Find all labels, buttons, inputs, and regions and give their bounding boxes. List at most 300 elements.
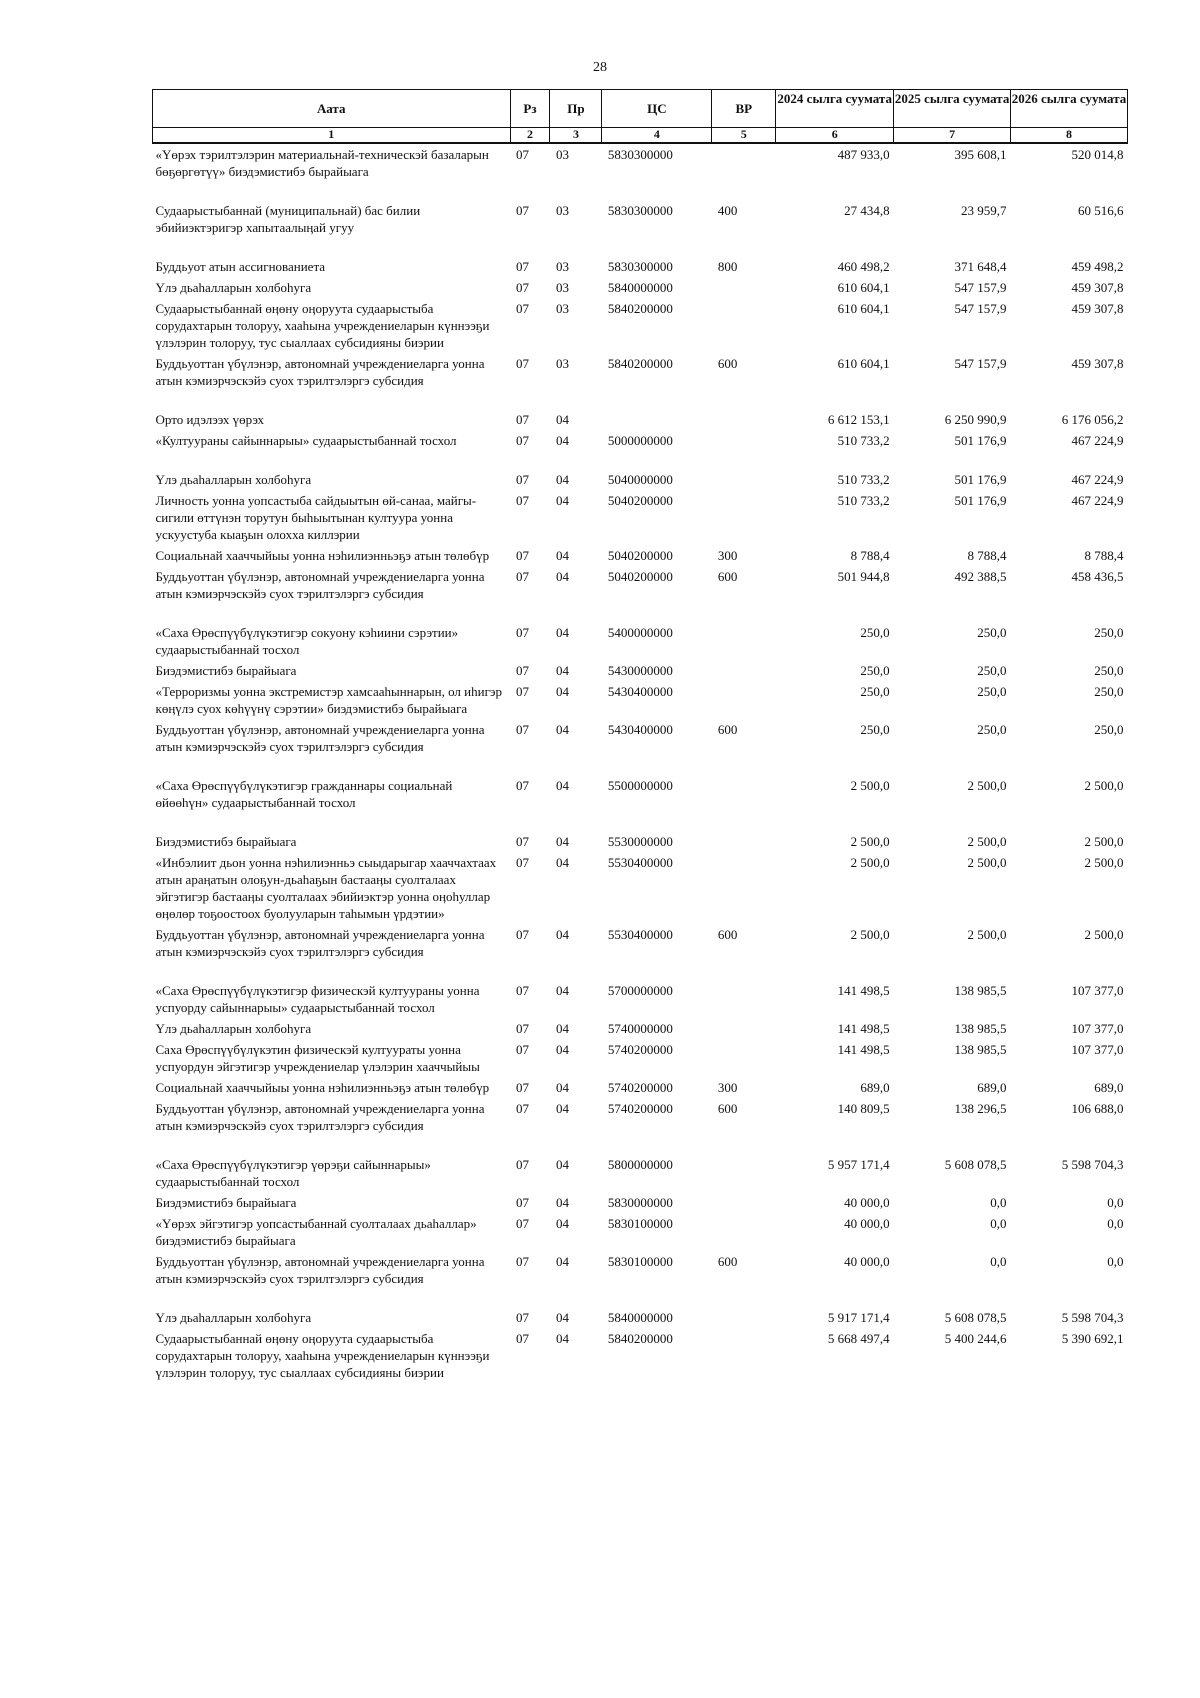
row-cs: 5740200000 [607, 1101, 673, 1116]
row-amount-2025: 138 985,5 [954, 1042, 1007, 1057]
row-amount-2026: 5 598 704,3 [1061, 1310, 1124, 1325]
table-row [153, 1328, 1128, 1383]
row-cs: 5040000000 [607, 472, 673, 487]
row-amount-2026: 2 500,0 [1084, 778, 1124, 793]
table-row [153, 1251, 1128, 1307]
row-name: Биэдэмистибэ бырайыага [155, 834, 297, 849]
row-amount-2025: 250,0 [977, 625, 1007, 640]
table-row [153, 200, 1128, 256]
row-vr [712, 980, 776, 1018]
row-name: «Үөрэх тэрилтэлэрин материальнай-техническэй базаларын бөҕөргөтүү» биэдэмистибэ бырайыага [155, 147, 489, 179]
row-rz: 07 [516, 684, 530, 699]
row-amount-2025: 0,0 [990, 1216, 1007, 1231]
row-name: Буддьуоттан үбүлэнэр, автономнай учреждениеларга уонна атын кэмиэрчэскэйэ суох тэрилтэлэргэ субсидия [155, 356, 485, 388]
row-amount-2025: 547 157,9 [954, 280, 1007, 295]
row-pr: 04 [555, 412, 569, 427]
row-vr [712, 409, 776, 430]
row-amount-2025: 138 296,5 [954, 1101, 1007, 1116]
row-amount-2025: 547 157,9 [954, 356, 1007, 371]
row-amount-2025: 8 788,4 [967, 548, 1007, 563]
column-number-row [153, 128, 1128, 144]
table-row [153, 143, 1128, 200]
row-cs: 5830300000 [607, 147, 673, 162]
row-vr: 600 [717, 927, 738, 942]
row-rz: 07 [516, 203, 530, 218]
row-amount-2026: 467 224,9 [1071, 493, 1124, 508]
row-rz: 07 [516, 1021, 530, 1036]
row-rz: 07 [516, 259, 530, 274]
row-cs: 5830300000 [607, 203, 673, 218]
row-cs: 5040200000 [607, 569, 673, 584]
row-amount-2026: 2 500,0 [1084, 855, 1124, 870]
table-row [153, 256, 1128, 277]
table-row [153, 298, 1128, 353]
row-name: «Саха Өрөспүүбүлүкэтигэр үөрэҕи сайыннарыы» судаарыстыбаннай тосхол [155, 1157, 431, 1189]
row-vr [712, 430, 776, 469]
row-pr: 04 [555, 569, 569, 584]
header-2026: 2026 сылга суумата [1011, 90, 1128, 128]
row-pr: 04 [555, 1042, 569, 1057]
row-rz: 07 [516, 1310, 530, 1325]
row-amount-2024: 2 500,0 [850, 834, 890, 849]
row-amount-2024: 510 733,2 [837, 433, 890, 448]
row-rz: 07 [516, 472, 530, 487]
row-amount-2026: 107 377,0 [1071, 1042, 1124, 1057]
row-pr: 04 [555, 1157, 569, 1172]
table-row [153, 566, 1128, 622]
row-name: Буддьуоттан үбүлэнэр, автономнай учреждениеларга уонна атын кэмиэрчэскэйэ суох тэрилтэлэргэ субсидия [155, 722, 485, 754]
row-amount-2024: 141 498,5 [837, 983, 890, 998]
row-pr: 04 [555, 834, 569, 849]
row-vr [712, 831, 776, 852]
row-amount-2026: 60 516,6 [1078, 203, 1124, 218]
row-vr: 300 [717, 1080, 738, 1095]
row-vr [712, 143, 776, 200]
row-amount-2024: 250,0 [860, 625, 890, 640]
header-rz: Рз [510, 90, 550, 128]
row-amount-2024: 141 498,5 [837, 1042, 890, 1057]
row-amount-2026: 6 176 056,2 [1061, 412, 1124, 427]
row-vr [712, 1154, 776, 1192]
row-rz: 07 [516, 663, 530, 678]
row-pr: 03 [555, 280, 569, 295]
row-cs: 5840200000 [607, 1331, 673, 1346]
row-amount-2024: 40 000,0 [844, 1216, 890, 1231]
row-pr: 04 [555, 1254, 569, 1269]
table-header-row [153, 90, 1128, 128]
table-row [153, 924, 1128, 980]
row-rz: 07 [516, 1080, 530, 1095]
row-amount-2024: 5 957 171,4 [827, 1157, 890, 1172]
row-amount-2025: 5 608 078,5 [944, 1310, 1007, 1325]
row-amount-2025: 371 648,4 [954, 259, 1007, 274]
row-pr: 04 [555, 684, 569, 699]
column-number: 2 [510, 128, 550, 144]
row-vr [712, 1213, 776, 1251]
row-name: Саха Өрөспүүбүлүкэтин физическэй култуураты уонна успуордун эйгэтигэр учреждениелар үлэлэрин хааччыйыы [155, 1042, 480, 1074]
row-vr [712, 622, 776, 660]
row-name: Судаарыстыбаннай (муниципальнай) бас билии эбийиэктэригэр хапытаалыӊай угуу [155, 203, 421, 235]
header-cs: ЦС [602, 90, 712, 128]
row-amount-2025: 395 608,1 [954, 147, 1007, 162]
row-rz: 07 [516, 625, 530, 640]
row-vr: 600 [717, 1101, 738, 1116]
row-amount-2025: 0,0 [990, 1254, 1007, 1269]
row-rz: 07 [516, 493, 530, 508]
table-row [153, 831, 1128, 852]
row-name: «Инбэлиит дьон уонна нэһилиэнньэ сыыдарыгар хааччахтаах атын араӊатын олоҕун-дьаһаҕын бастааӊы суолталаах эйгэтигэр бастааӊы суолталаах эбийиэктэр уонна оӊоһуллар өӊөлөр тоҕоостоох буолууларын таһымын үрдэтии» [155, 855, 497, 921]
row-pr: 04 [555, 722, 569, 737]
row-vr: 300 [717, 548, 738, 563]
row-name: Үлэ дьаһалларын холбоһуга [155, 280, 312, 295]
row-amount-2024: 27 434,8 [844, 203, 890, 218]
row-pr: 04 [555, 548, 569, 563]
row-rz: 07 [516, 280, 530, 295]
row-amount-2026: 458 436,5 [1071, 569, 1124, 584]
row-cs: 5830000000 [607, 1195, 673, 1210]
table-row [153, 681, 1128, 719]
row-vr: 600 [717, 722, 738, 737]
column-number: 5 [712, 128, 776, 144]
row-cs: 5740000000 [607, 1021, 673, 1036]
row-name: Судаарыстыбаннай өӊөну оӊоруута судаарыстыба сорудахтарын толоруу, хааһына учреждениеларын күннээҕи үлэлэрин толоруу, тус сыаллаах субсидияны биэрии [155, 301, 490, 350]
row-pr: 04 [555, 855, 569, 870]
row-pr: 04 [555, 625, 569, 640]
row-amount-2025: 501 176,9 [954, 472, 1007, 487]
table-row [153, 1213, 1128, 1251]
row-amount-2026: 459 307,8 [1071, 280, 1124, 295]
row-amount-2025: 138 985,5 [954, 1021, 1007, 1036]
row-amount-2026: 5 390 692,1 [1061, 1331, 1124, 1346]
row-amount-2026: 0,0 [1107, 1254, 1124, 1269]
row-vr [712, 660, 776, 681]
column-number: 4 [602, 128, 712, 144]
table-body [153, 143, 1128, 1383]
table-row [153, 430, 1128, 469]
row-cs: 5840200000 [607, 356, 673, 371]
row-cs: 5500000000 [607, 778, 673, 793]
row-vr: 600 [717, 356, 738, 371]
row-amount-2024: 6 612 153,1 [827, 412, 890, 427]
row-pr: 04 [555, 1195, 569, 1210]
table-row [153, 409, 1128, 430]
row-amount-2024: 487 933,0 [837, 147, 890, 162]
row-cs: 5530400000 [607, 855, 673, 870]
row-amount-2025: 0,0 [990, 1195, 1007, 1210]
row-amount-2026: 520 014,8 [1071, 147, 1124, 162]
row-name: «Үөрэх эйгэтигэр уопсастыбаннай суолталаах дьаһаллар» биэдэмистибэ бырайыага [155, 1216, 477, 1248]
row-rz: 07 [516, 722, 530, 737]
header-2024: 2024 сылга суумата [776, 90, 894, 128]
row-cs: 5800000000 [607, 1157, 673, 1172]
row-amount-2024: 5 668 497,4 [827, 1331, 890, 1346]
row-vr [712, 1192, 776, 1213]
row-name: Буддьуоттан үбүлэнэр, автономнай учреждениеларга уонна атын кэмиэрчэскэйэ суох тэрилтэлэргэ субсидия [155, 569, 485, 601]
header-pr: Пр [550, 90, 602, 128]
row-amount-2026: 250,0 [1094, 684, 1124, 699]
row-rz: 07 [516, 548, 530, 563]
table-row [153, 1039, 1128, 1077]
row-rz: 07 [516, 412, 530, 427]
row-amount-2024: 250,0 [860, 663, 890, 678]
column-number: 6 [776, 128, 894, 144]
row-pr: 04 [555, 1080, 569, 1095]
row-cs: 5740200000 [607, 1080, 673, 1095]
table-row [153, 353, 1128, 409]
row-pr: 04 [555, 1310, 569, 1325]
row-pr: 03 [555, 356, 569, 371]
row-cs: 5430400000 [607, 684, 673, 699]
row-pr: 04 [555, 433, 569, 448]
row-name: Биэдэмистибэ бырайыага [155, 1195, 297, 1210]
table-row [153, 1307, 1128, 1328]
row-amount-2025: 5 608 078,5 [944, 1157, 1007, 1172]
table-row [153, 277, 1128, 298]
row-vr: 600 [717, 569, 738, 584]
row-amount-2024: 501 944,8 [837, 569, 890, 584]
row-rz: 07 [516, 1331, 530, 1346]
row-amount-2025: 23 959,7 [961, 203, 1007, 218]
row-amount-2024: 2 500,0 [850, 927, 890, 942]
table-row [153, 1077, 1128, 1098]
row-amount-2025: 501 176,9 [954, 493, 1007, 508]
row-pr: 03 [555, 259, 569, 274]
row-amount-2025: 2 500,0 [967, 927, 1007, 942]
row-amount-2026: 5 598 704,3 [1061, 1157, 1124, 1172]
row-amount-2024: 250,0 [860, 684, 890, 699]
row-amount-2024: 689,0 [860, 1080, 890, 1095]
row-name: Личность уонна уопсастыба сайдыытын өй-санаа, майгы-сигили өттүнэн торутун быһыытынан култуура уонна ускуустуба кыаҕын олохха киллэрии [155, 493, 477, 542]
row-cs: 5830100000 [607, 1254, 673, 1269]
row-pr: 04 [555, 1331, 569, 1346]
table-row [153, 622, 1128, 660]
row-amount-2024: 8 788,4 [850, 548, 890, 563]
row-cs: 5040200000 [607, 548, 673, 563]
row-amount-2025: 2 500,0 [967, 834, 1007, 849]
row-amount-2025: 250,0 [977, 684, 1007, 699]
budget-table [152, 89, 1128, 1383]
row-pr: 04 [555, 663, 569, 678]
row-amount-2026: 0,0 [1107, 1216, 1124, 1231]
row-rz: 07 [516, 301, 530, 316]
row-amount-2024: 5 917 171,4 [827, 1310, 890, 1325]
row-vr [712, 298, 776, 353]
row-cs: 5830300000 [607, 259, 673, 274]
row-vr: 600 [717, 1254, 738, 1269]
row-amount-2024: 2 500,0 [850, 855, 890, 870]
row-name: Орто идэлээх үөрэх [155, 412, 265, 427]
row-amount-2024: 510 733,2 [837, 472, 890, 487]
row-vr: 400 [717, 203, 738, 218]
row-rz: 07 [516, 1157, 530, 1172]
row-pr: 04 [555, 1216, 569, 1231]
row-vr [712, 490, 776, 545]
row-name: Социальнай хааччыйыы уонна нэһилиэнньэҕэ атын төлөбүр [155, 548, 490, 563]
table-row [153, 1018, 1128, 1039]
row-rz: 07 [516, 1216, 530, 1231]
row-pr: 04 [555, 493, 569, 508]
row-amount-2025: 547 157,9 [954, 301, 1007, 316]
table-row [153, 852, 1128, 924]
row-cs: 5400000000 [607, 625, 673, 640]
row-name: «Култуураны сайыннарыы» судаарыстыбаннай тосхол [155, 433, 457, 448]
row-amount-2024: 141 498,5 [837, 1021, 890, 1036]
row-cs: 5000000000 [607, 433, 673, 448]
row-pr: 04 [555, 1021, 569, 1036]
row-pr: 04 [555, 778, 569, 793]
row-name: Буддьуоттан үбүлэнэр, автономнай учреждениеларга уонна атын кэмиэрчэскэйэ суох тэрилтэлэргэ субсидия [155, 1101, 485, 1133]
table-row [153, 719, 1128, 775]
row-vr [712, 469, 776, 490]
row-amount-2025: 6 250 990,9 [944, 412, 1007, 427]
row-amount-2024: 40 000,0 [844, 1254, 890, 1269]
row-amount-2025: 501 176,9 [954, 433, 1007, 448]
table-row [153, 545, 1128, 566]
row-name: Судаарыстыбаннай өӊөну оӊоруута судаарыстыба сорудахтарын толоруу, хааһына учреждениеларын күннээҕи үлэлэрин толоруу, тус сыаллаах субсидияны биэрии [155, 1331, 490, 1380]
row-cs: 5430000000 [607, 663, 673, 678]
row-cs: 5040200000 [607, 493, 673, 508]
row-vr [712, 277, 776, 298]
row-amount-2026: 250,0 [1094, 722, 1124, 737]
row-rz: 07 [516, 927, 530, 942]
header-vr: ВР [712, 90, 776, 128]
table-row [153, 1154, 1128, 1192]
row-amount-2026: 8 788,4 [1084, 548, 1124, 563]
row-rz: 07 [516, 1042, 530, 1057]
table-row [153, 775, 1128, 831]
row-rz: 07 [516, 433, 530, 448]
row-vr [712, 681, 776, 719]
row-amount-2026: 459 307,8 [1071, 301, 1124, 316]
row-cs: 5840000000 [607, 1310, 673, 1325]
row-vr [712, 1039, 776, 1077]
row-amount-2025: 250,0 [977, 722, 1007, 737]
row-rz: 07 [516, 147, 530, 162]
row-name: «Саха Өрөспүүбүлүкэтигэр гражданнары социальнай өйөөһүн» судаарыстыбаннай тосхол [155, 778, 453, 810]
row-amount-2026: 0,0 [1107, 1195, 1124, 1210]
row-vr [712, 852, 776, 924]
row-amount-2025: 2 500,0 [967, 778, 1007, 793]
row-amount-2026: 459 498,2 [1071, 259, 1124, 274]
row-amount-2026: 459 307,8 [1071, 356, 1124, 371]
row-pr: 03 [555, 301, 569, 316]
row-amount-2026: 106 688,0 [1071, 1101, 1124, 1116]
row-name: Буддьуот атын ассигнованиета [155, 259, 326, 274]
row-rz: 07 [516, 569, 530, 584]
row-rz: 07 [516, 1254, 530, 1269]
row-pr: 04 [555, 983, 569, 998]
row-cs [602, 409, 712, 430]
row-cs: 5530000000 [607, 834, 673, 849]
row-amount-2024: 610 604,1 [837, 301, 890, 316]
row-name: Үлэ дьаһалларын холбоһуга [155, 1021, 312, 1036]
row-amount-2024: 460 498,2 [837, 259, 890, 274]
row-cs: 5840000000 [607, 280, 673, 295]
row-name: Социальнай хааччыйыы уонна нэһилиэнньэҕэ атын төлөбүр [155, 1080, 490, 1095]
row-amount-2024: 510 733,2 [837, 493, 890, 508]
row-cs: 5530400000 [607, 927, 673, 942]
row-name: «Терроризмы уонна экстремистэр хамсааһыннарын, ол иһигэр көӊүлэ суох көһүүнү сэрэтии» биэдэмистибэ бырайыага [155, 684, 502, 716]
row-amount-2026: 250,0 [1094, 625, 1124, 640]
row-amount-2025: 250,0 [977, 663, 1007, 678]
row-name: Үлэ дьаһалларын холбоһуга [155, 1310, 312, 1325]
row-vr [712, 1018, 776, 1039]
row-pr: 04 [555, 927, 569, 942]
row-amount-2026: 467 224,9 [1071, 472, 1124, 487]
row-rz: 07 [516, 1195, 530, 1210]
row-rz: 07 [516, 778, 530, 793]
row-amount-2024: 40 000,0 [844, 1195, 890, 1210]
row-cs: 5430400000 [607, 722, 673, 737]
table-row [153, 980, 1128, 1018]
header-name: Аата [153, 90, 511, 128]
row-amount-2026: 689,0 [1094, 1080, 1124, 1095]
row-pr: 03 [555, 203, 569, 218]
row-amount-2025: 689,0 [977, 1080, 1007, 1095]
row-name: «Саха Өрөспүүбүлүкэтигэр физическэй култуураны уонна успуорду сайыннарыы» судаарыстыбаннай тосхол [155, 983, 480, 1015]
row-amount-2025: 2 500,0 [967, 855, 1007, 870]
row-cs: 5700000000 [607, 983, 673, 998]
row-pr: 04 [555, 1101, 569, 1116]
row-amount-2026: 250,0 [1094, 663, 1124, 678]
column-number: 8 [1011, 128, 1128, 144]
row-name: Буддьуоттан үбүлэнэр, автономнай учреждениеларга уонна атын кэмиэрчэскэйэ суох тэрилтэлэргэ субсидия [155, 927, 485, 959]
table-row [153, 1192, 1128, 1213]
row-amount-2026: 467 224,9 [1071, 433, 1124, 448]
column-number: 3 [550, 128, 602, 144]
row-amount-2026: 2 500,0 [1084, 834, 1124, 849]
column-number: 7 [894, 128, 1011, 144]
row-amount-2024: 610 604,1 [837, 280, 890, 295]
row-rz: 07 [516, 983, 530, 998]
row-amount-2024: 140 809,5 [837, 1101, 890, 1116]
row-vr [712, 775, 776, 831]
row-name: Буддьуоттан үбүлэнэр, автономнай учреждениеларга уонна атын кэмиэрчэскэйэ суох тэрилтэлэргэ субсидия [155, 1254, 485, 1286]
table-row [153, 660, 1128, 681]
column-number: 1 [153, 128, 511, 144]
row-amount-2025: 138 985,5 [954, 983, 1007, 998]
row-amount-2024: 250,0 [860, 722, 890, 737]
row-amount-2025: 492 388,5 [954, 569, 1007, 584]
row-pr: 03 [555, 147, 569, 162]
row-rz: 07 [516, 1101, 530, 1116]
row-cs: 5840200000 [607, 301, 673, 316]
row-amount-2026: 2 500,0 [1084, 927, 1124, 942]
row-name: Үлэ дьаһалларын холбоһуга [155, 472, 312, 487]
table-row [153, 1098, 1128, 1154]
row-name: «Саха Өрөспүүбүлүкэтигэр сокуону кэһиини сэрэтии» судаарыстыбаннай тосхол [155, 625, 459, 657]
row-name: Биэдэмистибэ бырайыага [155, 663, 297, 678]
row-cs: 5740200000 [607, 1042, 673, 1057]
page-number: 28 [593, 60, 607, 75]
row-rz: 07 [516, 834, 530, 849]
table-row [153, 490, 1128, 545]
row-amount-2026: 107 377,0 [1071, 1021, 1124, 1036]
row-vr [712, 1328, 776, 1383]
row-amount-2024: 2 500,0 [850, 778, 890, 793]
header-2025: 2025 сылга суумата [894, 90, 1011, 128]
table-row [153, 469, 1128, 490]
row-rz: 07 [516, 356, 530, 371]
row-amount-2025: 5 400 244,6 [944, 1331, 1007, 1346]
row-pr: 04 [555, 472, 569, 487]
row-amount-2024: 610 604,1 [837, 356, 890, 371]
row-vr: 800 [717, 259, 738, 274]
row-amount-2026: 107 377,0 [1071, 983, 1124, 998]
row-cs: 5830100000 [607, 1216, 673, 1231]
row-vr [712, 1307, 776, 1328]
row-rz: 07 [516, 855, 530, 870]
